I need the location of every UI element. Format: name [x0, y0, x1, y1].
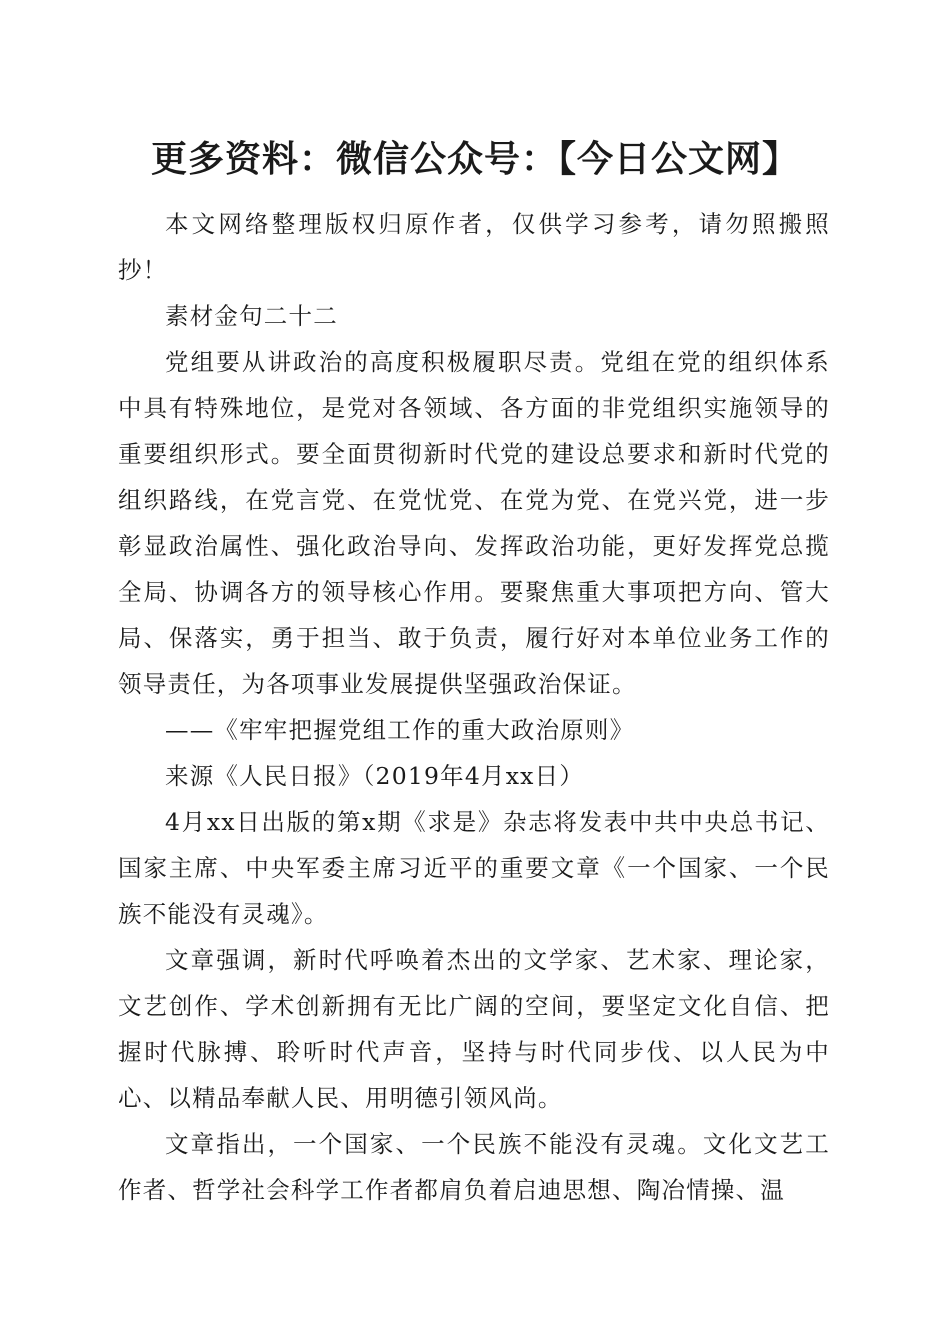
body-paragraph: 文章指出，一个国家、一个民族不能没有灵魂。文化文艺工作者、哲学社会科学工作者都肩负着启迪思想、陶冶情操、温	[118, 1130, 830, 1204]
body-paragraph: 文章强调，新时代呼唤着杰出的文学家、艺术家、理论家，文艺创作、学术创新拥有无比广阔的空间，要坚定文化自信、把握时代脉搏、聆听时代声音，坚持与时代同步伐、以人民为中心、以精品奉献人民、用明德引领风尚。	[118, 946, 830, 1112]
body-paragraph: 党组要从讲政治的高度积极履职尽责。党组在党的组织体系中具有特殊地位，是党对各领域、各方面的非党组织实施领导的重要组织形式。要全面贯彻新时代党的建设总要求和新时代党的组织路线，在党言党、在党忧党、在党为党、在党兴党，进一步彰显政治属性、强化政治导向、发挥政治功能，更好发挥党总揽全局、协调各方的领导核心作用。要聚焦重大事项把方向、管大局、保落实，勇于担当、敢于负责，履行好对本单位业务工作的领导责任，为各项事业发展提供坚强政治保证。	[118, 348, 830, 698]
copyright-notice: 本文网络整理版权归原作者，仅供学习参考，请勿照搬照抄！	[118, 210, 830, 284]
document-title: 更多资料：微信公众号：【今日公文网】	[150, 138, 799, 180]
quote-source-publication: 来源《人民日报》（2019年4月xx日）	[165, 762, 585, 790]
document-body	[118, 201, 830, 1213]
body-paragraph: 4月xx日出版的第x期《求是》杂志将发表中共中央总书记、国家主席、中央军委主席习近平的重要文章《一个国家、一个民族不能没有灵魂》。	[118, 808, 830, 928]
section-heading: 素材金句二十二	[165, 302, 338, 330]
quote-source-title: ——《牢牢把握党组工作的重大政治原则》	[165, 716, 635, 744]
